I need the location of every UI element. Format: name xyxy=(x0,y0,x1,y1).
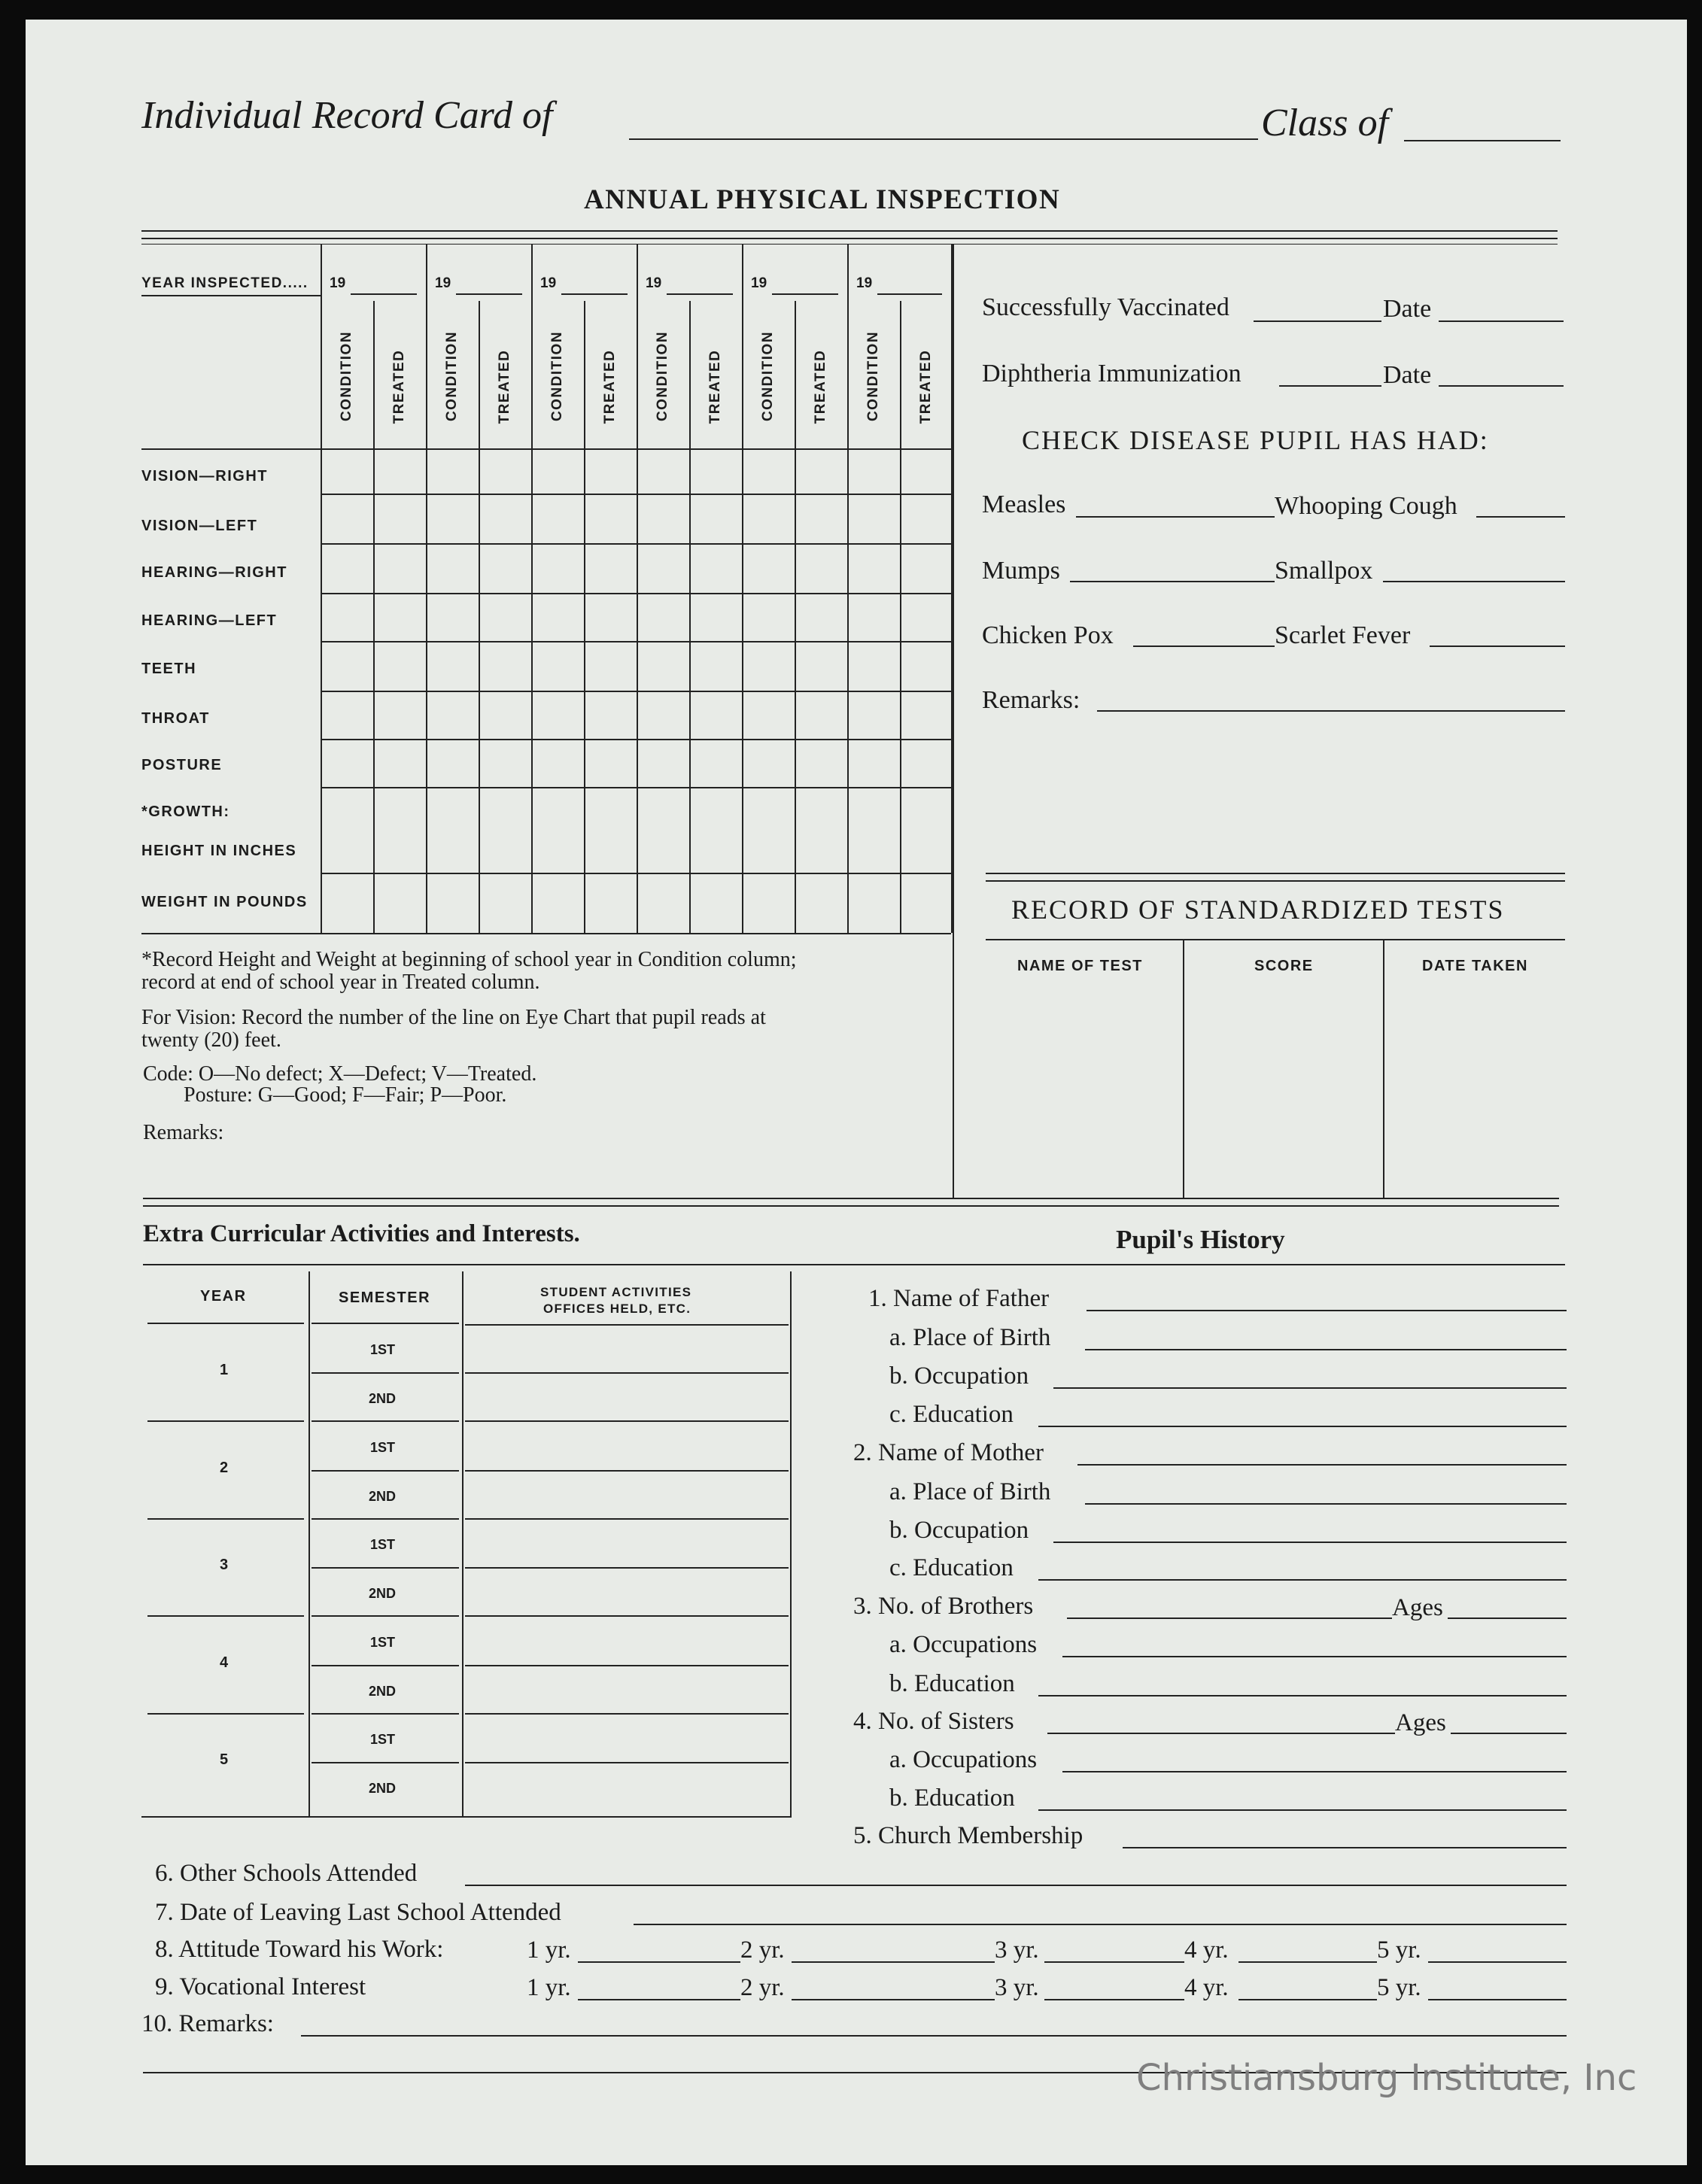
attitude-year-5-field[interactable] xyxy=(1428,1961,1567,1963)
grid-cell[interactable] xyxy=(480,642,530,690)
other-schools-label: 6. Other Schools Attended xyxy=(155,1860,418,1887)
grid-cell[interactable] xyxy=(743,545,794,592)
activities-col-year: YEAR xyxy=(200,1288,247,1305)
activity-entry-field[interactable] xyxy=(467,1522,787,1564)
diphtheria-date-field[interactable] xyxy=(1439,385,1564,387)
mother-name-label: 2. Name of Mother xyxy=(853,1439,1044,1466)
year-field-2[interactable] xyxy=(456,293,522,295)
grid-cell[interactable] xyxy=(585,594,636,640)
sisters-education-label: b. Education xyxy=(889,1785,1015,1812)
grid-cell[interactable] xyxy=(322,692,372,738)
activity-entry-field[interactable] xyxy=(467,1717,787,1759)
grid-cell[interactable] xyxy=(691,495,741,542)
grid-cell[interactable] xyxy=(533,874,583,932)
mother-birthplace-field[interactable] xyxy=(1085,1503,1567,1505)
grid-cell[interactable] xyxy=(533,788,583,872)
year-prefix-5: 19 xyxy=(751,275,767,291)
brothers-label: 3. No. of Brothers xyxy=(853,1593,1034,1620)
diphtheria-label: Diphtheria Immunization xyxy=(982,360,1242,387)
grid-row-label: POSTURE xyxy=(141,757,223,773)
grid-cell[interactable] xyxy=(638,495,688,542)
year-prefix-3: 19 xyxy=(540,275,557,291)
card-title: Individual Record Card of xyxy=(141,94,553,137)
activities-col-activities-1: STUDENT ACTIVITIES xyxy=(540,1285,692,1299)
student-name-field[interactable] xyxy=(629,138,1258,140)
grid-row-label: HEARING—RIGHT xyxy=(141,564,287,581)
activities-sem-2: 2ND xyxy=(369,1683,397,1699)
vaccinated-date-field[interactable] xyxy=(1439,320,1564,322)
grid-cell[interactable] xyxy=(322,545,372,592)
tests-col-score: SCORE xyxy=(1254,958,1314,974)
year-prefix-1: 19 xyxy=(330,275,346,291)
grid-row-label: VISION—LEFT xyxy=(141,518,258,534)
grid-cell[interactable] xyxy=(480,692,530,738)
mother-education-label: c. Education xyxy=(889,1554,1014,1581)
father-birthplace-field[interactable] xyxy=(1085,1349,1567,1350)
scarlet-fever-field[interactable] xyxy=(1430,645,1565,647)
attitude-label: 8. Attitude Toward his Work: xyxy=(155,1936,444,1963)
grid-cell[interactable] xyxy=(743,788,794,872)
grid-cell[interactable] xyxy=(427,450,478,493)
sisters-education-field[interactable] xyxy=(1038,1809,1567,1811)
condition-header: CONDITION xyxy=(339,330,354,422)
grid-cell[interactable] xyxy=(691,740,741,786)
grid-cell[interactable] xyxy=(375,740,425,786)
activities-col-semester: SEMESTER xyxy=(339,1289,431,1306)
brothers-ages-label: Ages xyxy=(1392,1594,1443,1621)
grid-cell[interactable] xyxy=(585,642,636,690)
chicken-pox-label: Chicken Pox xyxy=(982,621,1114,649)
history-title: Pupil's History xyxy=(1116,1225,1285,1254)
grid-cell[interactable] xyxy=(796,545,846,592)
grid-cell[interactable] xyxy=(743,740,794,786)
grid-cell[interactable] xyxy=(691,450,741,493)
grid-cell[interactable] xyxy=(849,545,899,592)
attitude-year-1-label: 1 yr. xyxy=(527,1936,571,1964)
watermark: Christiansburg Institute, Inc xyxy=(1136,2057,1637,2099)
vocational-year-4-label: 4 yr. xyxy=(1184,1974,1229,2001)
grid-cell[interactable] xyxy=(533,594,583,640)
grid-cell[interactable] xyxy=(901,545,950,592)
activities-year: 4 xyxy=(220,1654,229,1671)
grid-cell[interactable] xyxy=(322,450,372,493)
attitude-year-4-label: 4 yr. xyxy=(1184,1936,1229,1964)
grid-cell[interactable] xyxy=(849,642,899,690)
grid-cell[interactable] xyxy=(375,788,425,872)
grid-cell[interactable] xyxy=(480,740,530,786)
grid-cell[interactable] xyxy=(638,450,688,493)
vocational-year-3-label: 3 yr. xyxy=(995,1974,1039,2001)
whooping-cough-field[interactable] xyxy=(1476,516,1565,518)
grid-cell[interactable] xyxy=(322,874,372,932)
grid-cell[interactable] xyxy=(638,788,688,872)
grid-cell[interactable] xyxy=(691,594,741,640)
grid-cell[interactable] xyxy=(638,545,688,592)
activity-entry-field[interactable] xyxy=(467,1473,787,1515)
whooping-cough-label: Whooping Cough xyxy=(1275,492,1457,520)
treated-header: TREATED xyxy=(602,349,618,424)
vaccinated-label: Successfully Vaccinated xyxy=(982,293,1229,321)
code-line: Code: O—No defect; X—Defect; V—Treated. xyxy=(143,1062,537,1086)
attitude-year-2-field[interactable] xyxy=(792,1961,995,1963)
sisters-ages-field[interactable] xyxy=(1451,1733,1567,1734)
vocational-year-1-field[interactable] xyxy=(578,1999,740,2000)
attitude-year-1-field[interactable] xyxy=(578,1961,740,1963)
vaccinated-date-label: Date xyxy=(1383,295,1432,323)
grid-row-label: *GROWTH: xyxy=(141,803,230,820)
activity-entry-field[interactable] xyxy=(467,1327,787,1369)
grid-cell[interactable] xyxy=(533,545,583,592)
activities-sem-1: 1ST xyxy=(370,1342,396,1357)
grid-cell[interactable] xyxy=(375,594,425,640)
grid-cell[interactable] xyxy=(901,874,950,932)
grid-remarks-label: Remarks: xyxy=(143,1121,224,1144)
vocational-year-2-label: 2 yr. xyxy=(740,1974,785,2001)
grid-cell[interactable] xyxy=(691,874,741,932)
grid-cell[interactable] xyxy=(743,450,794,493)
father-name-field[interactable] xyxy=(1087,1310,1567,1311)
growth-note: *Record Height and Weight at beginning of school year in Condition column; record at end of school year in Treated column. xyxy=(141,948,797,994)
activity-entry-field[interactable] xyxy=(467,1375,787,1417)
other-schools-field[interactable] xyxy=(465,1885,1567,1886)
brothers-ages-field[interactable] xyxy=(1448,1617,1567,1619)
grid-cell[interactable] xyxy=(638,740,688,786)
church-membership-label: 5. Church Membership xyxy=(853,1822,1084,1849)
check-disease-heading: CHECK DISEASE PUPIL HAS HAD: xyxy=(1022,425,1489,455)
grid-cell[interactable] xyxy=(375,642,425,690)
inspection-title: ANNUAL PHYSICAL INSPECTION xyxy=(584,184,1061,215)
sisters-occupations-field[interactable] xyxy=(1062,1771,1567,1772)
brothers-education-label: b. Education xyxy=(889,1670,1015,1697)
grid-cell[interactable] xyxy=(427,740,478,786)
mother-birthplace-label: a. Place of Birth xyxy=(889,1478,1051,1505)
attitude-year-2-label: 2 yr. xyxy=(740,1936,785,1964)
class-label: Class of xyxy=(1261,102,1389,144)
grid-cell[interactable] xyxy=(533,692,583,738)
vision-note: For Vision: Record the number of the line on Eye Chart that pupil reads at twenty (20) feet. xyxy=(141,1006,766,1052)
grid-cell[interactable] xyxy=(480,594,530,640)
class-year-field[interactable] xyxy=(1404,140,1561,141)
grid-cell[interactable] xyxy=(849,495,899,542)
grid-cell[interactable] xyxy=(901,594,950,640)
grid-cell[interactable] xyxy=(375,692,425,738)
smallpox-field[interactable] xyxy=(1383,581,1565,582)
activities-year: 1 xyxy=(220,1362,229,1378)
grid-cell[interactable] xyxy=(375,545,425,592)
grid-cell[interactable] xyxy=(585,545,636,592)
year-field-1[interactable] xyxy=(351,293,417,295)
grid-cell[interactable] xyxy=(427,545,478,592)
grid-cell[interactable] xyxy=(849,450,899,493)
grid-cell[interactable] xyxy=(743,495,794,542)
grid-cell[interactable] xyxy=(638,692,688,738)
grid-row-label: TEETH xyxy=(141,661,197,677)
sisters-label: 4. No. of Sisters xyxy=(853,1708,1014,1735)
activities-sem-2: 2ND xyxy=(369,1781,397,1796)
father-occupation-field[interactable] xyxy=(1053,1387,1567,1389)
grid-cell[interactable] xyxy=(322,788,372,872)
vocational-year-5-label: 5 yr. xyxy=(1377,1974,1421,2001)
year-field-6[interactable] xyxy=(877,293,942,295)
grid-cell[interactable] xyxy=(533,450,583,493)
grid-cell[interactable] xyxy=(849,692,899,738)
grid-cell[interactable] xyxy=(638,594,688,640)
grid-cell[interactable] xyxy=(427,874,478,932)
treated-header: TREATED xyxy=(813,349,828,424)
condition-header: CONDITION xyxy=(549,330,565,422)
grid-cell[interactable] xyxy=(322,740,372,786)
grid-cell[interactable] xyxy=(533,642,583,690)
activity-entry-field[interactable] xyxy=(467,1668,787,1710)
tests-title: RECORD OF STANDARDIZED TESTS xyxy=(1011,895,1505,925)
treated-header: TREATED xyxy=(918,349,934,424)
grid-cell[interactable] xyxy=(796,450,846,493)
vocational-year-3-field[interactable] xyxy=(1044,1999,1184,2000)
activities-sem-1: 1ST xyxy=(370,1537,396,1552)
grid-cell[interactable] xyxy=(901,692,950,738)
activities-sem-1: 1ST xyxy=(370,1439,396,1455)
condition-header: CONDITION xyxy=(760,330,776,422)
grid-cell[interactable] xyxy=(743,642,794,690)
health-remarks-field[interactable] xyxy=(1097,710,1565,712)
year-field-3[interactable] xyxy=(561,293,628,295)
grid-cell[interactable] xyxy=(796,874,846,932)
grid-cell[interactable] xyxy=(901,642,950,690)
grid-cell[interactable] xyxy=(480,450,530,493)
grid-cell[interactable] xyxy=(743,594,794,640)
grid-cell[interactable] xyxy=(796,740,846,786)
scarlet-fever-label: Scarlet Fever xyxy=(1275,621,1411,649)
brothers-education-field[interactable] xyxy=(1038,1695,1567,1696)
attitude-year-3-field[interactable] xyxy=(1044,1961,1184,1963)
grid-cell[interactable] xyxy=(427,495,478,542)
grid-cell[interactable] xyxy=(427,594,478,640)
grid-cell[interactable] xyxy=(849,594,899,640)
diphtheria-date-label: Date xyxy=(1383,361,1432,389)
grid-cell[interactable] xyxy=(901,450,950,493)
grid-cell[interactable] xyxy=(743,692,794,738)
grid-cell[interactable] xyxy=(585,874,636,932)
grid-cell[interactable] xyxy=(585,788,636,872)
grid-row-label: WEIGHT IN POUNDS xyxy=(141,894,308,910)
year-prefix-6: 19 xyxy=(856,275,873,291)
grid-cell[interactable] xyxy=(480,874,530,932)
grid-cell[interactable] xyxy=(796,594,846,640)
grid-cell[interactable] xyxy=(427,788,478,872)
vocational-year-2-field[interactable] xyxy=(792,1999,995,2000)
activities-sem-2: 2ND xyxy=(369,1391,397,1406)
grid-row-label: THROAT xyxy=(141,710,210,727)
grid-cell[interactable] xyxy=(849,874,899,932)
condition-header: CONDITION xyxy=(444,330,460,422)
grid-cell[interactable] xyxy=(901,788,950,872)
grid-cell[interactable] xyxy=(480,495,530,542)
posture-line: Posture: G—Good; F—Fair; P—Poor. xyxy=(184,1083,507,1107)
grid-cell[interactable] xyxy=(796,788,846,872)
activities-title: Extra Curricular Activities and Interests. xyxy=(143,1220,580,1247)
sisters-occupations-label: a. Occupations xyxy=(889,1746,1038,1773)
activities-sem-1: 1ST xyxy=(370,1634,396,1650)
attitude-year-4-field[interactable] xyxy=(1239,1961,1377,1963)
year-field-5[interactable] xyxy=(772,293,838,295)
father-education-field[interactable] xyxy=(1038,1426,1567,1427)
father-birthplace-label: a. Place of Birth xyxy=(889,1324,1051,1351)
grid-cell[interactable] xyxy=(796,692,846,738)
grid-row-label: VISION—RIGHT xyxy=(141,468,269,484)
grid-cell[interactable] xyxy=(691,692,741,738)
brothers-field[interactable] xyxy=(1067,1617,1392,1619)
activities-year: 2 xyxy=(220,1459,229,1476)
vaccinated-field[interactable] xyxy=(1254,320,1381,322)
sisters-field[interactable] xyxy=(1047,1733,1395,1734)
grid-cell[interactable] xyxy=(533,740,583,786)
mother-occupation-label: b. Occupation xyxy=(889,1517,1029,1544)
activity-entry-field[interactable] xyxy=(467,1425,787,1467)
tests-col-date: DATE TAKEN xyxy=(1422,958,1528,974)
attitude-year-5-label: 5 yr. xyxy=(1377,1936,1421,1964)
grid-cell[interactable] xyxy=(533,495,583,542)
activities-sem-2: 2ND xyxy=(369,1488,397,1504)
year-prefix-2: 19 xyxy=(435,275,451,291)
vocational-year-5-field[interactable] xyxy=(1428,1999,1567,2000)
sisters-ages-label: Ages xyxy=(1395,1709,1446,1736)
father-occupation-label: b. Occupation xyxy=(889,1362,1029,1390)
activities-year: 5 xyxy=(220,1751,229,1768)
year-prefix-4: 19 xyxy=(646,275,662,291)
grid-cell[interactable] xyxy=(849,788,899,872)
grid-cell[interactable] xyxy=(585,450,636,493)
vocational-label: 9. Vocational Interest xyxy=(155,1973,366,2000)
grid-cell[interactable] xyxy=(375,874,425,932)
grid-cell[interactable] xyxy=(585,740,636,786)
brothers-occupations-label: a. Occupations xyxy=(889,1631,1038,1658)
grid-cell[interactable] xyxy=(901,495,950,542)
attitude-year-3-label: 3 yr. xyxy=(995,1936,1039,1964)
grid-cell[interactable] xyxy=(849,740,899,786)
father-education-label: c. Education xyxy=(889,1401,1014,1428)
brothers-occupations-field[interactable] xyxy=(1062,1656,1567,1657)
activity-entry-field[interactable] xyxy=(467,1620,787,1662)
final-remarks-field[interactable] xyxy=(301,2035,1567,2037)
grid-cell[interactable] xyxy=(585,692,636,738)
treated-header: TREATED xyxy=(391,349,407,424)
grid-row-label: HEIGHT IN INCHES xyxy=(141,843,297,859)
grid-cell[interactable] xyxy=(322,594,372,640)
grid-cell[interactable] xyxy=(901,740,950,786)
vocational-year-1-label: 1 yr. xyxy=(527,1974,571,2001)
grid-cell[interactable] xyxy=(427,642,478,690)
grid-cell[interactable] xyxy=(322,642,372,690)
grid-cell[interactable] xyxy=(375,450,425,493)
activity-entry-field[interactable] xyxy=(467,1570,787,1612)
activities-sem-1: 1ST xyxy=(370,1732,396,1747)
condition-header: CONDITION xyxy=(655,330,670,422)
mumps-field[interactable] xyxy=(1070,581,1275,582)
treated-header: TREATED xyxy=(707,349,723,424)
grid-cell[interactable] xyxy=(480,545,530,592)
measles-field[interactable] xyxy=(1076,516,1275,518)
measles-label: Measles xyxy=(982,491,1066,518)
grid-cell[interactable] xyxy=(427,692,478,738)
activity-entry-field[interactable] xyxy=(467,1765,787,1807)
grid-cell[interactable] xyxy=(691,545,741,592)
grid-cell[interactable] xyxy=(638,874,688,932)
grid-cell[interactable] xyxy=(638,642,688,690)
year-field-4[interactable] xyxy=(667,293,733,295)
vocational-year-4-field[interactable] xyxy=(1239,1999,1377,2000)
mother-occupation-field[interactable] xyxy=(1053,1542,1567,1543)
grid-cell[interactable] xyxy=(796,642,846,690)
grid-cell[interactable] xyxy=(585,495,636,542)
smallpox-label: Smallpox xyxy=(1275,557,1373,585)
treated-header: TREATED xyxy=(497,349,512,424)
chicken-pox-field[interactable] xyxy=(1133,645,1275,647)
activities-col-activities-2: OFFICES HELD, ETC. xyxy=(543,1302,691,1316)
grid-cell[interactable] xyxy=(691,642,741,690)
grid-cell[interactable] xyxy=(322,495,372,542)
activities-sem-2: 2ND xyxy=(369,1586,397,1601)
grid-cell[interactable] xyxy=(743,874,794,932)
year-inspected-label: YEAR INSPECTED..... xyxy=(141,275,308,291)
tests-col-name: NAME OF TEST xyxy=(1017,958,1143,974)
diphtheria-field[interactable] xyxy=(1279,385,1381,387)
mother-education-field[interactable] xyxy=(1038,1579,1567,1581)
mumps-label: Mumps xyxy=(982,557,1060,585)
grid-row-label: HEARING—LEFT xyxy=(141,612,278,629)
date-leaving-field[interactable] xyxy=(634,1924,1567,1925)
condition-header: CONDITION xyxy=(865,330,881,422)
church-membership-field[interactable] xyxy=(1123,1847,1567,1848)
activities-year: 3 xyxy=(220,1557,229,1573)
final-remarks-label: 10. Remarks: xyxy=(141,2010,274,2037)
grid-cell[interactable] xyxy=(796,495,846,542)
grid-cell[interactable] xyxy=(480,788,530,872)
father-name-label: 1. Name of Father xyxy=(868,1285,1050,1312)
grid-cell[interactable] xyxy=(691,788,741,872)
grid-cell[interactable] xyxy=(375,495,425,542)
health-remarks-label: Remarks: xyxy=(982,686,1080,714)
date-leaving-label: 7. Date of Leaving Last School Attended xyxy=(155,1899,561,1926)
mother-name-field[interactable] xyxy=(1077,1464,1567,1466)
